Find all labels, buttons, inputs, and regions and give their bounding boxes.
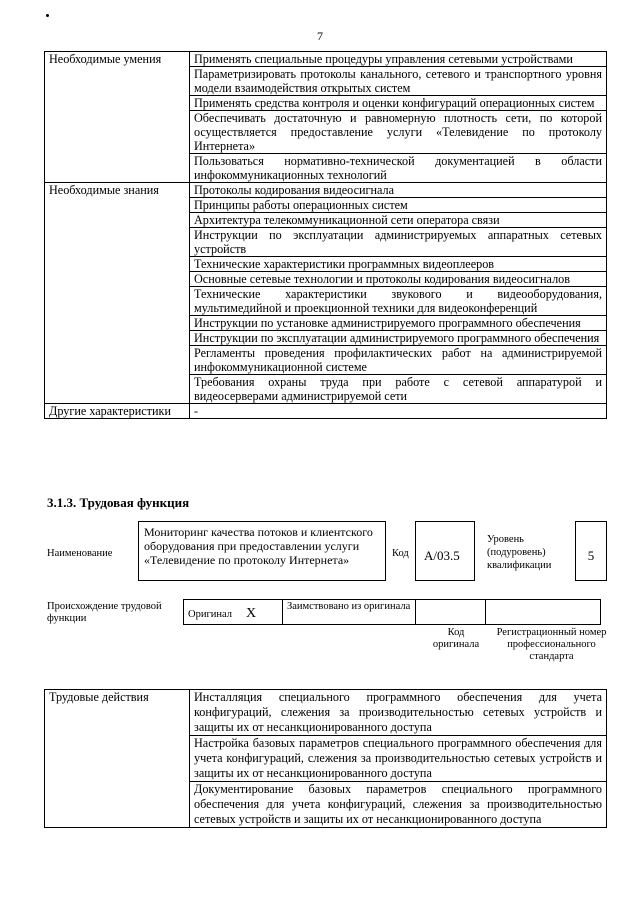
knowledge-item: Инструкции по установке администрируемого программного обеспечения <box>190 316 607 331</box>
skill-item: Обеспечивать достаточную и равномерную плотность сети, по которой осуществляется предоставление услуги «Телевидение по протоколу Интернета» <box>190 111 607 154</box>
knowledge-item: Требования охраны труда при работе с сетевой аппаратурой и видеосерверами администрируемой сети <box>190 375 607 404</box>
requirements-table <box>44 51 607 419</box>
function-name-box: Мониторинг качества потоков и клиентского оборудования при предоставлении услуги «Телевидение по протоколу Интернета» <box>138 521 386 581</box>
other-label: Другие характеристики <box>45 404 190 419</box>
caption-code: Код оригинала <box>432 627 480 650</box>
table-row <box>45 183 607 198</box>
level-box: 5 <box>575 521 607 581</box>
action-item: Настройка базовых параметров специального программного обеспечения для учета конфигураций, слежения за производительностью сетевых устройств и защиты их от несанкционированного доступа <box>190 736 607 782</box>
knowledge-item: Технические характеристики программных видеоплееров <box>190 257 607 272</box>
original-cell <box>184 600 283 625</box>
table-row <box>45 404 607 419</box>
caption-reg: Регистрационный номер профессионального стандарта <box>496 627 607 662</box>
knowledge-item: Технические характеристики звукового и видеооборудования, мультимедийной и проекционной техники для видеоконференций <box>190 287 607 316</box>
action-item: Инсталляция специального программного обеспечения для учета конфигураций, слежения за производительностью сетевых устройств и защиты их от несанкционированного доступа <box>190 690 607 736</box>
original-label: Оригинал <box>188 609 232 620</box>
knowledge-item: Основные сетевые технологии и протоколы кодирования видеосигналов <box>190 272 607 287</box>
skill-item: Параметризировать протоколы канального, сетевого и транспортного уровня модели взаимодействия открытых систем <box>190 67 607 96</box>
table-row <box>45 52 607 67</box>
origin-label: Происхождение трудовой функции <box>47 601 162 624</box>
skill-item: Пользоваться нормативно-технической документацией в области инфокоммуникационных технологий <box>190 154 607 183</box>
skills-label: Необходимые умения <box>45 52 190 183</box>
scan-speck <box>46 14 49 17</box>
origin-reg-cell <box>486 600 601 625</box>
knowledge-item: Принципы работы операционных систем <box>190 198 607 213</box>
other-value: - <box>190 404 607 419</box>
origin-code-cell <box>416 600 486 625</box>
code-box: A/03.5 <box>415 521 475 581</box>
knowledge-item: Протоколы кодирования видеосигнала <box>190 183 607 198</box>
skill-item: Применять средства контроля и оценки конфигураций операционных систем <box>190 96 607 111</box>
name-label: Наименование <box>47 548 113 559</box>
section-heading: 3.1.3. Трудовая функция <box>47 495 190 510</box>
knowledge-item: Инструкции по эксплуатации администрируемых аппаратных сетевых устройств <box>190 228 607 257</box>
code-label: Код <box>392 548 409 559</box>
table-row <box>45 690 607 736</box>
action-item: Документирование базовых параметров специального программного обеспечения для учета конфигураций, слежения за производительностью сетевых устройств и защиты их от несанкционированного доступа <box>190 782 607 828</box>
table-row <box>184 600 601 625</box>
knowledge-item: Регламенты проведения профилактических работ на администрируемой инфокоммуникационной системе <box>190 346 607 375</box>
original-mark: X <box>246 606 257 621</box>
actions-table <box>44 689 607 828</box>
level-label: Уровень (подуровень) квалификации <box>487 534 552 571</box>
knowledge-label: Необходимые знания <box>45 183 190 404</box>
actions-label: Трудовые действия <box>45 690 190 828</box>
origin-table <box>183 599 601 625</box>
skill-item: Применять специальные процедуры управления сетевыми устройствами <box>190 52 607 67</box>
knowledge-item: Инструкции по эксплуатации администрируемого программного обеспечения <box>190 331 607 346</box>
borrowed-cell: Заимствовано из оригинала <box>283 600 416 625</box>
knowledge-item: Архитектура телекоммуникационной сети оператора связи <box>190 213 607 228</box>
page-number: 7 <box>317 29 323 43</box>
